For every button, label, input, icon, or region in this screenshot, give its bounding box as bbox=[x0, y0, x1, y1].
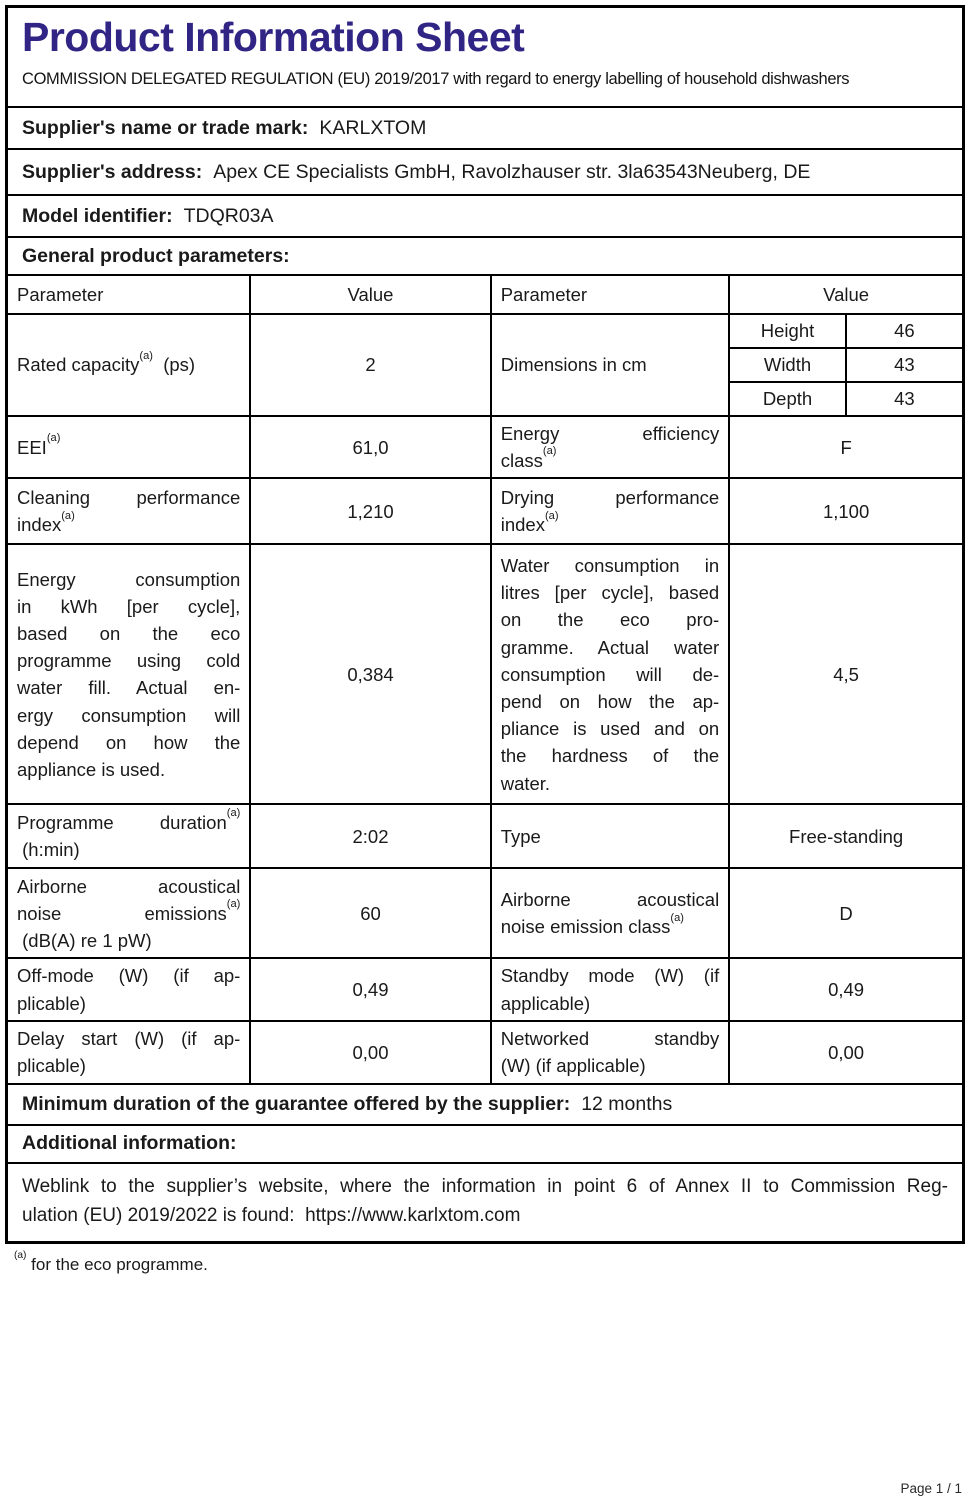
table-row-consumption bbox=[8, 544, 962, 804]
eei-value: 61,0 bbox=[250, 416, 490, 478]
additional-info-heading: Additional information: bbox=[22, 1132, 237, 1155]
dimension-height-label: Height bbox=[730, 315, 847, 347]
dimension-width-value: 43 bbox=[894, 354, 915, 376]
table-row-rated-capacity bbox=[8, 314, 962, 416]
standby-mode-label: Standby mode (W) (if applicable) bbox=[491, 958, 730, 1020]
noise-emission-class-value: D bbox=[729, 868, 962, 958]
col-header-parameter-1: Parameter bbox=[8, 276, 250, 314]
off-mode-label: Off-mode (W) (if ap- plicable) bbox=[8, 958, 250, 1020]
supplier-name-value: KARLXTOM bbox=[319, 116, 427, 139]
additional-info-heading-row bbox=[8, 1124, 962, 1162]
programme-duration-value: 2:02 bbox=[250, 804, 490, 868]
energy-consumption-value: 0,384 bbox=[250, 544, 490, 804]
general-parameters-heading-row bbox=[8, 236, 962, 274]
dimension-height-value: 46 bbox=[894, 320, 915, 342]
supplier-name-row bbox=[8, 106, 962, 148]
networked-standby-label: Networked standby (W) (if applicable) bbox=[491, 1021, 730, 1083]
guarantee-label: Minimum duration of the guarantee offered by the supplier: bbox=[22, 1092, 571, 1115]
table-row-eei bbox=[8, 416, 962, 478]
table-row-off-mode bbox=[8, 958, 962, 1020]
model-identifier-row bbox=[8, 194, 962, 236]
page-title: Product Information Sheet bbox=[22, 14, 525, 60]
off-mode-value: 0,49 bbox=[250, 958, 490, 1020]
dimension-depth-label: Depth bbox=[730, 383, 847, 415]
networked-standby-value: 0,00 bbox=[729, 1021, 962, 1083]
eco-programme-footnote: $^{(a)}$ for the eco programme. bbox=[14, 1249, 208, 1274]
table-row-noise bbox=[8, 868, 962, 958]
energy-efficiency-class-value: F bbox=[729, 416, 962, 478]
col-header-parameter-2: Parameter bbox=[491, 276, 730, 314]
delay-start-label: Delay start (W) (if ap- plicable) bbox=[8, 1021, 250, 1083]
supplier-address-value: Apex CE Specialists GmbH, Ravolzhauser str. 3la63543Neuberg, DE bbox=[213, 160, 811, 183]
page-number: Page 1 / 1 bbox=[900, 1481, 962, 1496]
delay-start-value: 0,00 bbox=[250, 1021, 490, 1083]
energy-consumption-label: Energy consumption in kWh [per cycle], based on the eco programme using cold water fill. Actual en- ergy consumption will depend on how the appliance is used. bbox=[8, 544, 250, 804]
supplier-name-label: Supplier's name or trade mark: bbox=[22, 116, 309, 139]
model-identifier-value: TDQR03A bbox=[183, 204, 274, 227]
guarantee-value: 12 months bbox=[581, 1092, 673, 1115]
model-identifier-label: Model identifier: bbox=[22, 204, 173, 227]
col-header-value-2: Value bbox=[729, 276, 962, 314]
dimensions-value-cell bbox=[729, 314, 962, 416]
parameters-table bbox=[8, 276, 962, 1083]
table-row-performance-index bbox=[8, 478, 962, 544]
document-frame bbox=[5, 5, 965, 1244]
water-consumption-value: 4,5 bbox=[729, 544, 962, 804]
eei-label: EEI$^{(a)}$ bbox=[8, 416, 250, 478]
type-value: Free-standing bbox=[729, 804, 962, 868]
dimension-row-width bbox=[730, 347, 962, 381]
table-header-row bbox=[8, 276, 962, 314]
dimension-row-depth bbox=[730, 381, 962, 415]
noise-emission-class-label: Airborne acoustical noise emission class$^{(a)}$ bbox=[491, 868, 730, 958]
parameters-table-wrap bbox=[8, 274, 962, 1083]
guarantee-row bbox=[8, 1083, 962, 1124]
weblink-row: Weblink to the supplier’s website, where the information in point 6 of Annex II to Commission Reg- ulation (EU) 2019/2022 is found: https://www.karlxtom.com bbox=[8, 1162, 962, 1241]
dimensions-label: Dimensions in cm bbox=[491, 314, 730, 416]
cleaning-performance-label: Cleaning performance index$^{(a)}$ bbox=[8, 478, 250, 544]
regulation-subtitle: COMMISSION DELEGATED REGULATION (EU) 2019/2017 with regard to energy labelling of household dishwashers bbox=[22, 70, 850, 89]
rated-capacity-label: Rated capacity$^{(a)}$ (ps) bbox=[8, 314, 250, 416]
rated-capacity-value: 2 bbox=[250, 314, 490, 416]
type-label: Type bbox=[491, 804, 730, 868]
table-row-delay-start bbox=[8, 1021, 962, 1083]
dimension-width-label: Width bbox=[730, 349, 847, 381]
col-header-value-1: Value bbox=[250, 276, 490, 314]
standby-mode-value: 0,49 bbox=[729, 958, 962, 1020]
water-consumption-label: Water consumption in litres [per cycle], based on the eco pro- gramme. Actual water consumption will de- pend on how the ap- pliance is used and on the hardness of the water. bbox=[491, 544, 730, 804]
cleaning-performance-value: 1,210 bbox=[250, 478, 490, 544]
header-section bbox=[8, 8, 962, 106]
supplier-address-row bbox=[8, 148, 962, 194]
dimension-depth-value: 43 bbox=[894, 388, 915, 410]
programme-duration-label: Programme duration$^{(a)}$ (h:min) bbox=[8, 804, 250, 868]
energy-efficiency-class-label: Energy efficiency class$^{(a)}$ bbox=[491, 416, 730, 478]
dimensions-subtable bbox=[730, 315, 962, 415]
general-parameters-heading: General product parameters: bbox=[22, 244, 290, 267]
drying-performance-value: 1,100 bbox=[729, 478, 962, 544]
drying-performance-label: Drying performance index$^{(a)}$ bbox=[491, 478, 730, 544]
product-information-sheet-page bbox=[0, 5, 970, 1505]
supplier-address-label: Supplier's address: bbox=[22, 160, 203, 183]
noise-emissions-label: Airborne acoustical noise emissions$^{(a)}$ (dB(A) re 1 pW) bbox=[8, 868, 250, 958]
noise-emissions-value: 60 bbox=[250, 868, 490, 958]
table-row-programme-duration bbox=[8, 804, 962, 868]
dimension-row-height bbox=[730, 315, 962, 347]
